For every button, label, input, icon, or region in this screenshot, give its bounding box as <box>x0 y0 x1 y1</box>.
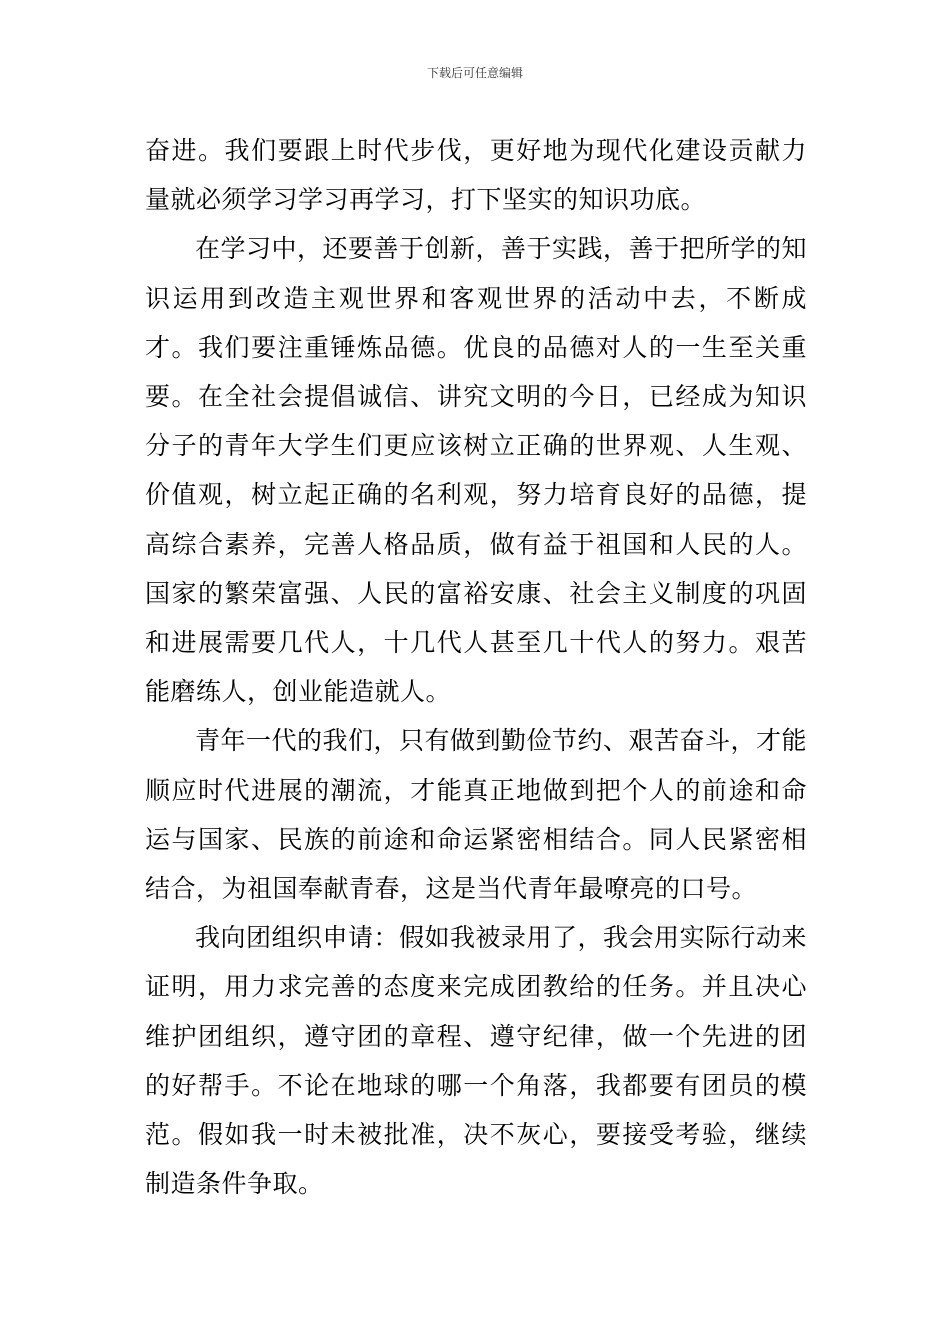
page-header: 下载后可任意编辑 <box>426 66 523 80</box>
document-body <box>145 126 807 1208</box>
paragraph-4: 我向团组织申请：假如我被录用了，我会用实际行动来证明，用力求完善的态度来完成团教给的任务。并且决心维护团组织，遵守团的章程、遵守纪律，做一个先进的团的好帮手。不论在地球的哪一个角落，我都要有团员的模范。假如我一时未被批准，决不灰心，要接受考验，继续制造条件争取。 <box>145 923 808 1199</box>
paragraph-3: 青年一代的我们，只有做到勤俭节约、艰苦奋斗，才能顺应时代进展的潮流，才能真正地做到把个人的前途和命运与国家、民族的前途和命运紧密相结合。同人民紧密相结合，为祖国奉献青春，这是当代青年最嘹亮的口号。 <box>145 726 808 904</box>
paragraph-1: 奋进。我们要跟上时代步伐，更好地为现代化建设贡献力量就必须学习学习再学习，打下坚实的知识功底。 <box>145 136 807 215</box>
paragraph-2: 在学习中，还要善于创新，善于实践，善于把所学的知识运用到改造主观世界和客观世界的活动中去，不断成才。我们要注重锤炼品德。优良的品德对人的一生至关重要。在全社会提倡诚信、讲究文明的今日，已经成为知识分子的青年大学生们更应该树立正确的世界观、人生观、价值观，树立起正确的名利观，努力培育良好的品德，提高综合素养，完善人格品质，做有益于祖国和人民的人。国家的繁荣富强、人民的富裕安康、社会主义制度的巩固和进展需要几代人，十几代人甚至几十代人的努力。艰苦能磨练人，创业能造就人。 <box>145 234 808 707</box>
